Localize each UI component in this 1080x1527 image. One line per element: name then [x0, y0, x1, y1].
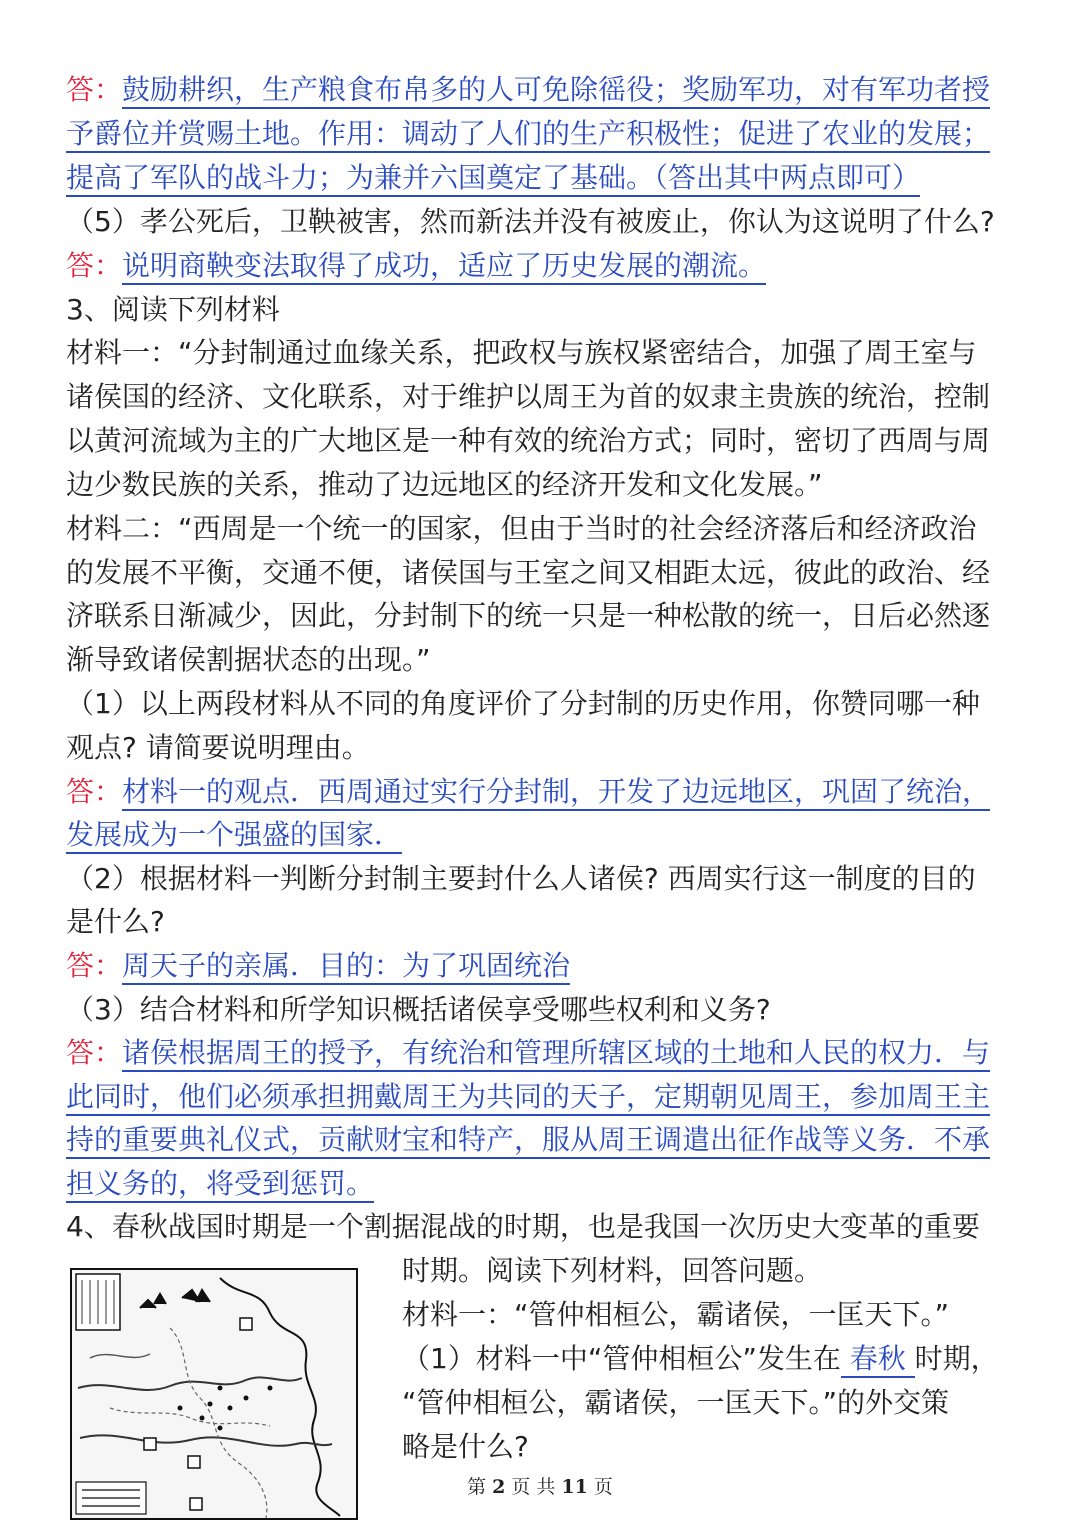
- material-line: 材料一：“分封制通过血缘关系，把政权与族权紧密结合，加强了周王室与: [66, 336, 977, 369]
- answer-text: 持的重要典礼仪式，贡献财宝和特产，服从周王调遣出征作战等义务．不承: [66, 1123, 990, 1159]
- question-text: 时期。阅读下列材料，回答问题。: [402, 1254, 823, 1287]
- question-text: 略是什么?: [402, 1430, 529, 1463]
- question-text: [402, 1337, 999, 1381]
- answer-label: 答：: [66, 249, 123, 282]
- answer-text: 予爵位并赏赐土地。作用：调动了人们的生产积极性；促进了农业的发展；: [66, 117, 990, 153]
- page-number: 2: [492, 1476, 506, 1498]
- page-total: 11: [561, 1476, 588, 1498]
- answer-line: [66, 112, 990, 156]
- question-part: 时期，: [914, 1342, 999, 1375]
- answer-label: 答：: [66, 775, 123, 808]
- answer-line: [66, 944, 570, 988]
- answer-label: 答：: [66, 1036, 123, 1069]
- answer-line: [66, 244, 766, 288]
- material-line: 材料一：“管仲相桓公，霸诸侯，一匡天下。”: [402, 1298, 950, 1331]
- answer-line: [66, 1162, 374, 1206]
- answer-label: 答：: [66, 949, 123, 982]
- answer-text: 发展成为一个强盛的国家．: [66, 818, 402, 854]
- answer-text: 担义务的，将受到惩罚。: [66, 1167, 374, 1203]
- answer-text: 此同时，他们必须承担拥戴周王为共同的天子，定期朝见周王，参加周王主: [66, 1080, 990, 1116]
- answer-line: [66, 1118, 990, 1162]
- page-footer: 第 2 页 共 11 页: [467, 1476, 613, 1498]
- answer-line: [66, 813, 402, 857]
- question-text: （5）孝公死后，卫鞅被害，然而新法并没有被废止，你认为这说明了什么?: [66, 205, 995, 238]
- question-text: 是什么?: [66, 905, 165, 938]
- question-text: 4、春秋战国时期是一个割据混战的时期，也是我国一次历史大变革的重要: [66, 1210, 980, 1243]
- answer-text: 周天子的亲属．目的：为了巩固统治: [122, 949, 570, 985]
- question-text: （2）根据材料一判断分封制主要封什么人诸侯? 西周实行这一制度的目的: [66, 862, 976, 895]
- material-line: 边少数民族的关系，推动了边远地区的经济开发和文化发展。”: [66, 468, 823, 501]
- question-text: “管仲相桓公，霸诸侯，一匡天下。”的外交策: [402, 1386, 950, 1419]
- material-line: 济联系日渐减少，因此，分封制下的统一只是一种松散的统一，日后必然逐: [66, 599, 991, 632]
- answer-line: [66, 68, 990, 112]
- question-text: （1）以上两段材料从不同的角度评价了分封制的历史作用，你赞同哪一种: [66, 687, 980, 720]
- material-line: 诸侯国的经济、文化联系，对于维护以周王为首的奴隶主贵族的统治，控制: [66, 380, 991, 413]
- answer-text: 诸侯根据周王的授予，有统治和管理所辖区域的土地和人民的权力．与: [122, 1036, 990, 1072]
- answer-line: [66, 156, 920, 200]
- answer-line: [66, 1075, 990, 1119]
- answer-line: [66, 770, 990, 814]
- answer-text: 说明商鞅变法取得了成功，适应了历史发展的潮流。: [122, 249, 766, 285]
- answer-line: [66, 1031, 990, 1075]
- fill-blank-answer: 春秋: [841, 1342, 915, 1378]
- section-heading: 3、阅读下列材料: [66, 293, 280, 326]
- material-line: 材料二：“西周是一个统一的国家，但由于当时的社会经济落后和经济政治: [66, 512, 977, 545]
- question-text: （3）结合材料和所学知识概括诸侯享受哪些权利和义务?: [66, 993, 771, 1026]
- material-line: 以黄河流域为主的广大地区是一种有效的统治方式；同时，密切了西周与周: [66, 424, 991, 457]
- question-text: 观点? 请简要说明理由。: [66, 731, 370, 764]
- question-part: （1）材料一中“管仲相桓公”发生在: [402, 1342, 841, 1375]
- answer-text: 鼓励耕织，生产粮食布帛多的人可免除徭役；奖励军功，对有军功者授: [122, 73, 990, 109]
- material-line: 的发展不平衡，交通不便，诸侯国与王室之间又相距太远，彼此的政治、经: [66, 556, 991, 589]
- answer-label: 答：: [66, 73, 123, 106]
- answer-text: 提高了军队的战斗力；为兼并六国奠定了基础。（答出其中两点即可）: [66, 161, 920, 197]
- material-line: 渐导致诸侯割据状态的出现。”: [66, 643, 431, 676]
- answer-text: 材料一的观点．西周通过实行分封制，开发了边远地区，巩固了统治，: [122, 775, 990, 811]
